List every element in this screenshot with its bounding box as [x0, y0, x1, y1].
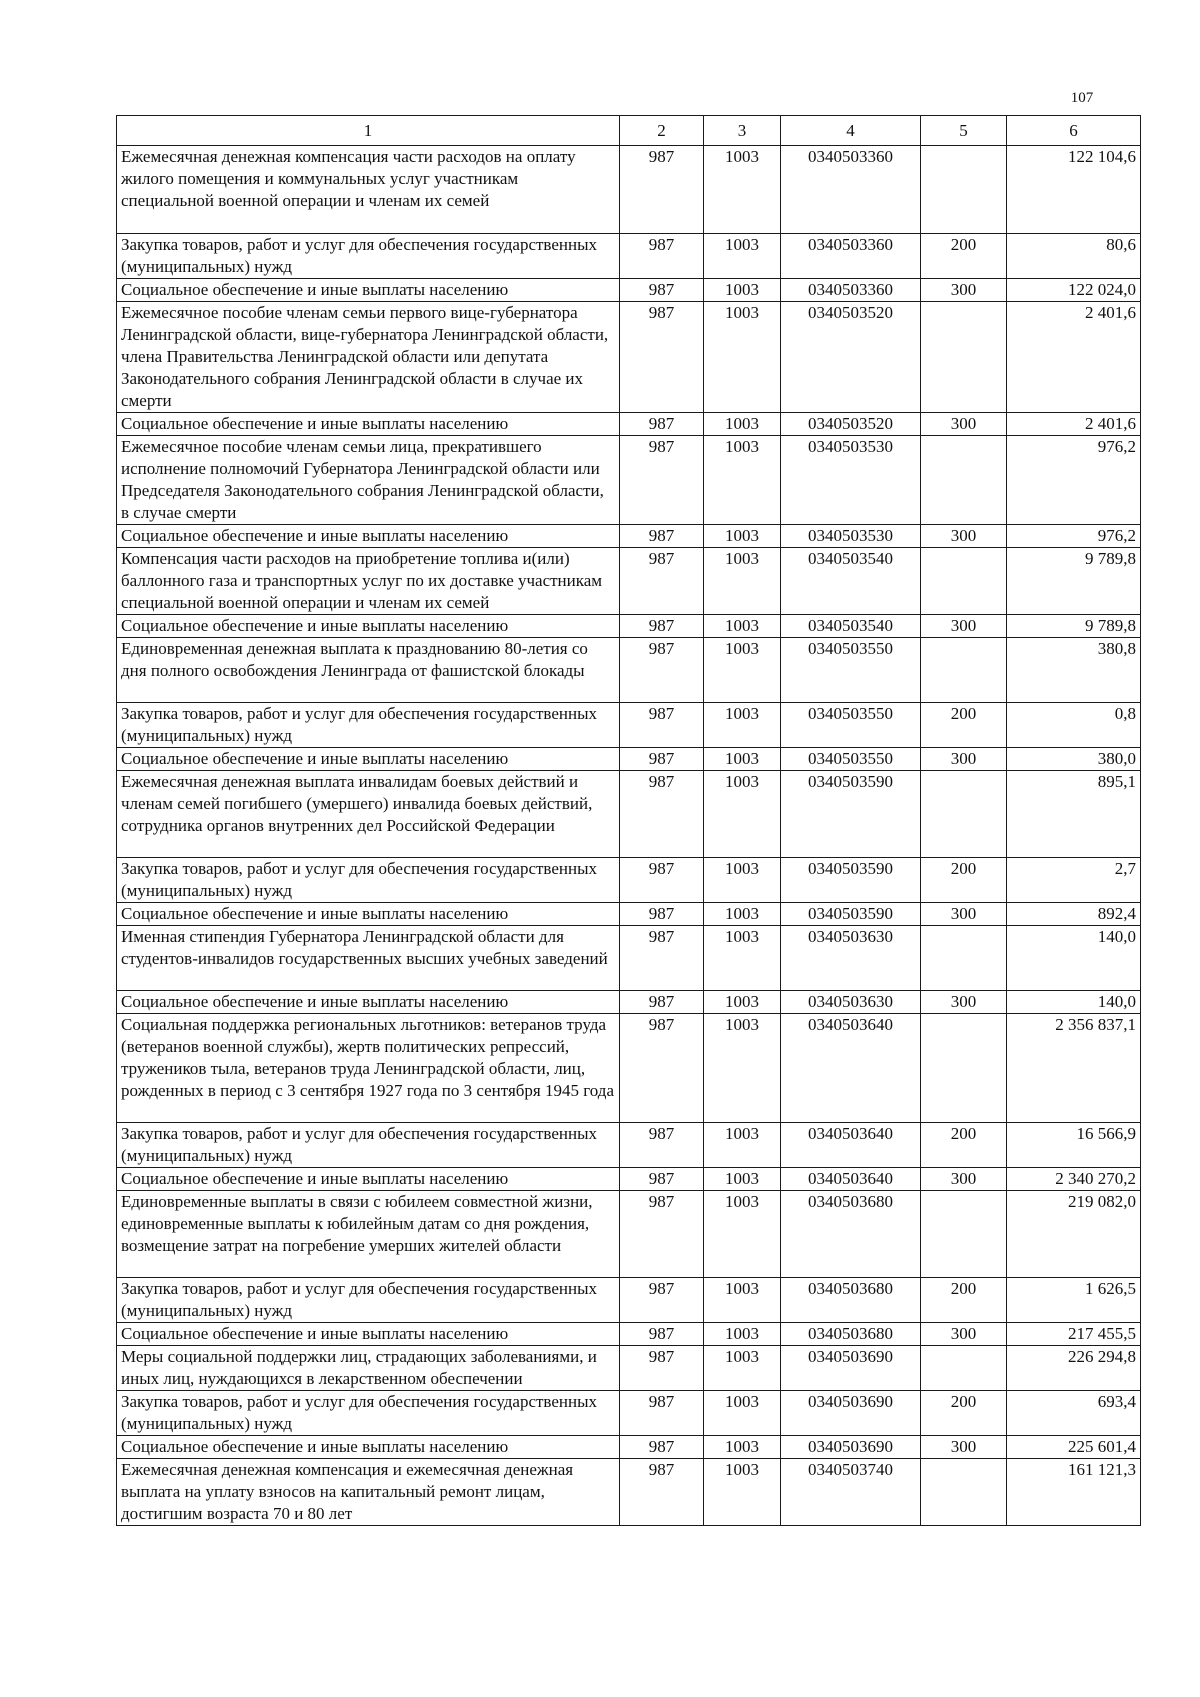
row-name-cell: Социальное обеспечение и иные выплаты населению: [117, 991, 620, 1014]
row-code-2-cell: 987: [620, 858, 704, 903]
row-code-3-cell: 1003: [704, 926, 781, 991]
row-code-4-cell: 0340503520: [781, 302, 921, 413]
row-amount-cell: 2 401,6: [1007, 302, 1141, 413]
row-code-5-cell: [921, 436, 1007, 525]
row-code-3-cell: 1003: [704, 1278, 781, 1323]
row-amount-cell: 122 024,0: [1007, 279, 1141, 302]
row-name-cell: Социальное обеспечение и иные выплаты населению: [117, 1168, 620, 1191]
row-code-2-cell: 987: [620, 1323, 704, 1346]
row-code-5-cell: 300: [921, 615, 1007, 638]
row-name-cell: Социальное обеспечение и иные выплаты населению: [117, 413, 620, 436]
row-amount-cell: 80,6: [1007, 234, 1141, 279]
table-row: [117, 436, 1141, 525]
row-name-cell: Закупка товаров, работ и услуг для обеспечения государственных (муниципальных) нужд: [117, 1278, 620, 1323]
table-row: [117, 638, 1141, 703]
row-code-3-cell: 1003: [704, 279, 781, 302]
row-code-2-cell: 987: [620, 1436, 704, 1459]
row-code-5-cell: 300: [921, 748, 1007, 771]
row-name-cell: Компенсация части расходов на приобретение топлива и(или) баллонного газа и транспортных услуг по их доставке участникам специальной военной операции и членам их семей: [117, 548, 620, 615]
row-code-5-cell: 300: [921, 1168, 1007, 1191]
column-header: 2: [620, 116, 704, 146]
row-amount-cell: 1 626,5: [1007, 1278, 1141, 1323]
table-row: [117, 926, 1141, 991]
row-code-4-cell: 0340503590: [781, 903, 921, 926]
column-header: 1: [117, 116, 620, 146]
table-row: [117, 548, 1141, 615]
row-amount-cell: 226 294,8: [1007, 1346, 1141, 1391]
table-row: [117, 858, 1141, 903]
row-code-3-cell: 1003: [704, 638, 781, 703]
row-code-4-cell: 0340503530: [781, 436, 921, 525]
table-row: [117, 771, 1141, 858]
row-amount-cell: 380,8: [1007, 638, 1141, 703]
row-name-cell: Закупка товаров, работ и услуг для обеспечения государственных (муниципальных) нужд: [117, 1123, 620, 1168]
row-name-cell: Ежемесячная денежная компенсация и ежемесячная денежная выплата на уплату взносов на капитальный ремонт лицам, достигшим возраста 70 и 80 лет: [117, 1459, 620, 1526]
row-code-2-cell: 987: [620, 638, 704, 703]
row-code-2-cell: 987: [620, 703, 704, 748]
row-code-3-cell: 1003: [704, 771, 781, 858]
column-header: 6: [1007, 116, 1141, 146]
row-name-cell: Социальное обеспечение и иные выплаты населению: [117, 525, 620, 548]
row-code-2-cell: 987: [620, 302, 704, 413]
row-amount-cell: 0,8: [1007, 703, 1141, 748]
row-code-3-cell: 1003: [704, 1014, 781, 1123]
row-code-3-cell: 1003: [704, 991, 781, 1014]
row-amount-cell: 976,2: [1007, 436, 1141, 525]
row-code-4-cell: 0340503740: [781, 1459, 921, 1526]
row-code-4-cell: 0340503360: [781, 146, 921, 234]
table-row: [117, 1191, 1141, 1278]
row-code-5-cell: [921, 926, 1007, 991]
row-name-cell: Ежемесячная денежная выплата инвалидам боевых действий и членам семей погибшего (умершего) инвалида боевых действий, сотрудника органов внутренних дел Российской Федерации: [117, 771, 620, 858]
row-code-3-cell: 1003: [704, 1191, 781, 1278]
row-name-cell: Ежемесячная денежная компенсация части расходов на оплату жилого помещения и коммунальных услуг участникам специальной военной операции и членам их семей: [117, 146, 620, 234]
table-body: [117, 146, 1141, 1526]
row-code-5-cell: 300: [921, 903, 1007, 926]
table-row: [117, 1391, 1141, 1436]
row-name-cell: Социальное обеспечение и иные выплаты населению: [117, 615, 620, 638]
row-name-cell: Именная стипендия Губернатора Ленинградской области для студентов-инвалидов государственных высших учебных заведений: [117, 926, 620, 991]
row-code-2-cell: 987: [620, 1014, 704, 1123]
row-code-4-cell: 0340503640: [781, 1168, 921, 1191]
row-code-3-cell: 1003: [704, 1346, 781, 1391]
row-name-cell: Закупка товаров, работ и услуг для обеспечения государственных (муниципальных) нужд: [117, 858, 620, 903]
row-amount-cell: 217 455,5: [1007, 1323, 1141, 1346]
row-code-3-cell: 1003: [704, 1391, 781, 1436]
row-code-3-cell: 1003: [704, 1323, 781, 1346]
row-amount-cell: 976,2: [1007, 525, 1141, 548]
row-amount-cell: 122 104,6: [1007, 146, 1141, 234]
row-amount-cell: 140,0: [1007, 991, 1141, 1014]
row-code-2-cell: 987: [620, 1391, 704, 1436]
table-row: [117, 1323, 1141, 1346]
row-code-2-cell: 987: [620, 991, 704, 1014]
row-amount-cell: 892,4: [1007, 903, 1141, 926]
row-code-2-cell: 987: [620, 279, 704, 302]
budget-table: [116, 115, 1141, 1526]
row-amount-cell: 2 401,6: [1007, 413, 1141, 436]
column-header: 4: [781, 116, 921, 146]
row-code-2-cell: 987: [620, 903, 704, 926]
row-amount-cell: 225 601,4: [1007, 1436, 1141, 1459]
row-name-cell: Единовременная денежная выплата к празднованию 80-летия со дня полного освобождения Ленинграда от фашистской блокады: [117, 638, 620, 703]
row-name-cell: Закупка товаров, работ и услуг для обеспечения государственных (муниципальных) нужд: [117, 234, 620, 279]
table-row: [117, 903, 1141, 926]
row-code-5-cell: 300: [921, 1323, 1007, 1346]
row-code-5-cell: [921, 1014, 1007, 1123]
row-code-2-cell: 987: [620, 771, 704, 858]
row-code-4-cell: 0340503550: [781, 703, 921, 748]
row-code-4-cell: 0340503520: [781, 413, 921, 436]
row-code-3-cell: 1003: [704, 234, 781, 279]
row-code-4-cell: 0340503640: [781, 1014, 921, 1123]
row-code-5-cell: [921, 302, 1007, 413]
row-name-cell: Социальная поддержка региональных льготников: ветеранов труда (ветеранов военной службы), жертв политических репрессий, тружеников тыла, ветеранов труда Ленинградской области, лиц, рожденных в период с 3 сентября 1927 года по 3 сентября 1945 года: [117, 1014, 620, 1123]
page-number: 107: [1070, 90, 1094, 106]
row-code-2-cell: 987: [620, 1123, 704, 1168]
row-code-4-cell: 0340503680: [781, 1278, 921, 1323]
column-header: 3: [704, 116, 781, 146]
row-code-2-cell: 987: [620, 1168, 704, 1191]
row-code-4-cell: 0340503360: [781, 234, 921, 279]
row-code-3-cell: 1003: [704, 413, 781, 436]
table-row: [117, 234, 1141, 279]
row-code-2-cell: 987: [620, 748, 704, 771]
row-code-4-cell: 0340503550: [781, 748, 921, 771]
row-amount-cell: 16 566,9: [1007, 1123, 1141, 1168]
row-code-3-cell: 1003: [704, 903, 781, 926]
table-row: [117, 1123, 1141, 1168]
row-code-4-cell: 0340503630: [781, 991, 921, 1014]
row-amount-cell: 2,7: [1007, 858, 1141, 903]
row-code-5-cell: 200: [921, 1123, 1007, 1168]
row-code-2-cell: 987: [620, 1278, 704, 1323]
row-code-5-cell: 300: [921, 1436, 1007, 1459]
row-code-4-cell: 0340503530: [781, 525, 921, 548]
row-code-4-cell: 0340503540: [781, 548, 921, 615]
row-code-4-cell: 0340503680: [781, 1323, 921, 1346]
table-row: [117, 1014, 1141, 1123]
row-code-5-cell: 300: [921, 525, 1007, 548]
table-header-row: [117, 116, 1141, 146]
row-code-2-cell: 987: [620, 413, 704, 436]
table-row: [117, 279, 1141, 302]
row-code-3-cell: 1003: [704, 548, 781, 615]
table-row: [117, 703, 1141, 748]
row-code-5-cell: 300: [921, 279, 1007, 302]
row-code-5-cell: [921, 1459, 1007, 1526]
row-code-5-cell: [921, 548, 1007, 615]
row-code-4-cell: 0340503640: [781, 1123, 921, 1168]
row-code-5-cell: 200: [921, 858, 1007, 903]
row-code-4-cell: 0340503540: [781, 615, 921, 638]
row-code-2-cell: 987: [620, 525, 704, 548]
row-code-2-cell: 987: [620, 1459, 704, 1526]
row-code-3-cell: 1003: [704, 1123, 781, 1168]
row-code-4-cell: 0340503630: [781, 926, 921, 991]
row-amount-cell: 895,1: [1007, 771, 1141, 858]
table-row: [117, 1436, 1141, 1459]
row-name-cell: Единовременные выплаты в связи с юбилеем совместной жизни, единовременные выплаты к юбилейным датам со дня рождения, возмещение затрат на погребение умерших жителей области: [117, 1191, 620, 1278]
row-code-5-cell: [921, 771, 1007, 858]
table-row: [117, 1168, 1141, 1191]
row-code-2-cell: 987: [620, 234, 704, 279]
row-code-3-cell: 1003: [704, 525, 781, 548]
row-code-5-cell: 300: [921, 991, 1007, 1014]
row-amount-cell: 2 340 270,2: [1007, 1168, 1141, 1191]
row-code-3-cell: 1003: [704, 1459, 781, 1526]
row-amount-cell: 9 789,8: [1007, 615, 1141, 638]
table-row: [117, 748, 1141, 771]
table-row: [117, 525, 1141, 548]
row-amount-cell: 693,4: [1007, 1391, 1141, 1436]
row-code-5-cell: [921, 146, 1007, 234]
row-code-2-cell: 987: [620, 1346, 704, 1391]
row-code-5-cell: 200: [921, 703, 1007, 748]
table-row: [117, 991, 1141, 1014]
row-code-5-cell: [921, 638, 1007, 703]
row-code-5-cell: [921, 1191, 1007, 1278]
row-name-cell: Закупка товаров, работ и услуг для обеспечения государственных (муниципальных) нужд: [117, 703, 620, 748]
row-code-3-cell: 1003: [704, 858, 781, 903]
row-code-4-cell: 0340503550: [781, 638, 921, 703]
table-row: [117, 1459, 1141, 1526]
row-name-cell: Меры социальной поддержки лиц, страдающих заболеваниями, и иных лиц, нуждающихся в лекарственном обеспечении: [117, 1346, 620, 1391]
table-row: [117, 1346, 1141, 1391]
row-amount-cell: 161 121,3: [1007, 1459, 1141, 1526]
row-code-3-cell: 1003: [704, 1436, 781, 1459]
row-code-2-cell: 987: [620, 146, 704, 234]
row-code-5-cell: 200: [921, 1278, 1007, 1323]
row-code-4-cell: 0340503690: [781, 1436, 921, 1459]
row-name-cell: Социальное обеспечение и иные выплаты населению: [117, 1323, 620, 1346]
row-code-5-cell: 200: [921, 1391, 1007, 1436]
row-code-4-cell: 0340503590: [781, 858, 921, 903]
row-name-cell: Социальное обеспечение и иные выплаты населению: [117, 1436, 620, 1459]
row-code-3-cell: 1003: [704, 748, 781, 771]
row-name-cell: Социальное обеспечение и иные выплаты населению: [117, 903, 620, 926]
table-row: [117, 615, 1141, 638]
row-code-3-cell: 1003: [704, 146, 781, 234]
row-name-cell: Социальное обеспечение и иные выплаты населению: [117, 748, 620, 771]
table-row: [117, 413, 1141, 436]
row-amount-cell: 380,0: [1007, 748, 1141, 771]
row-code-4-cell: 0340503680: [781, 1191, 921, 1278]
row-code-3-cell: 1003: [704, 302, 781, 413]
row-code-3-cell: 1003: [704, 615, 781, 638]
row-name-cell: Ежемесячное пособие членам семьи первого вице-губернатора Ленинградской области, вице-губернатора Ленинградской области, члена Правительства Ленинградской области или депутата Законодательного собрания Ленинградской области в случае их смерти: [117, 302, 620, 413]
row-code-4-cell: 0340503690: [781, 1391, 921, 1436]
table-row: [117, 146, 1141, 234]
row-code-5-cell: [921, 1346, 1007, 1391]
row-name-cell: Социальное обеспечение и иные выплаты населению: [117, 279, 620, 302]
row-code-3-cell: 1003: [704, 1168, 781, 1191]
row-code-3-cell: 1003: [704, 436, 781, 525]
row-amount-cell: 219 082,0: [1007, 1191, 1141, 1278]
row-code-2-cell: 987: [620, 1191, 704, 1278]
table-row: [117, 1278, 1141, 1323]
row-code-2-cell: 987: [620, 436, 704, 525]
row-code-5-cell: 200: [921, 234, 1007, 279]
row-name-cell: Закупка товаров, работ и услуг для обеспечения государственных (муниципальных) нужд: [117, 1391, 620, 1436]
table-row: [117, 302, 1141, 413]
row-code-4-cell: 0340503360: [781, 279, 921, 302]
row-code-5-cell: 300: [921, 413, 1007, 436]
row-code-2-cell: 987: [620, 926, 704, 991]
row-code-2-cell: 987: [620, 615, 704, 638]
row-amount-cell: 9 789,8: [1007, 548, 1141, 615]
row-amount-cell: 2 356 837,1: [1007, 1014, 1141, 1123]
row-name-cell: Ежемесячное пособие членам семьи лица, прекратившего исполнение полномочий Губернатора Ленинградской области или Председателя Законодательного собрания Ленинградской области, в случае смерти: [117, 436, 620, 525]
row-code-4-cell: 0340503690: [781, 1346, 921, 1391]
row-code-4-cell: 0340503590: [781, 771, 921, 858]
row-code-2-cell: 987: [620, 548, 704, 615]
row-code-3-cell: 1003: [704, 703, 781, 748]
column-header: 5: [921, 116, 1007, 146]
row-amount-cell: 140,0: [1007, 926, 1141, 991]
